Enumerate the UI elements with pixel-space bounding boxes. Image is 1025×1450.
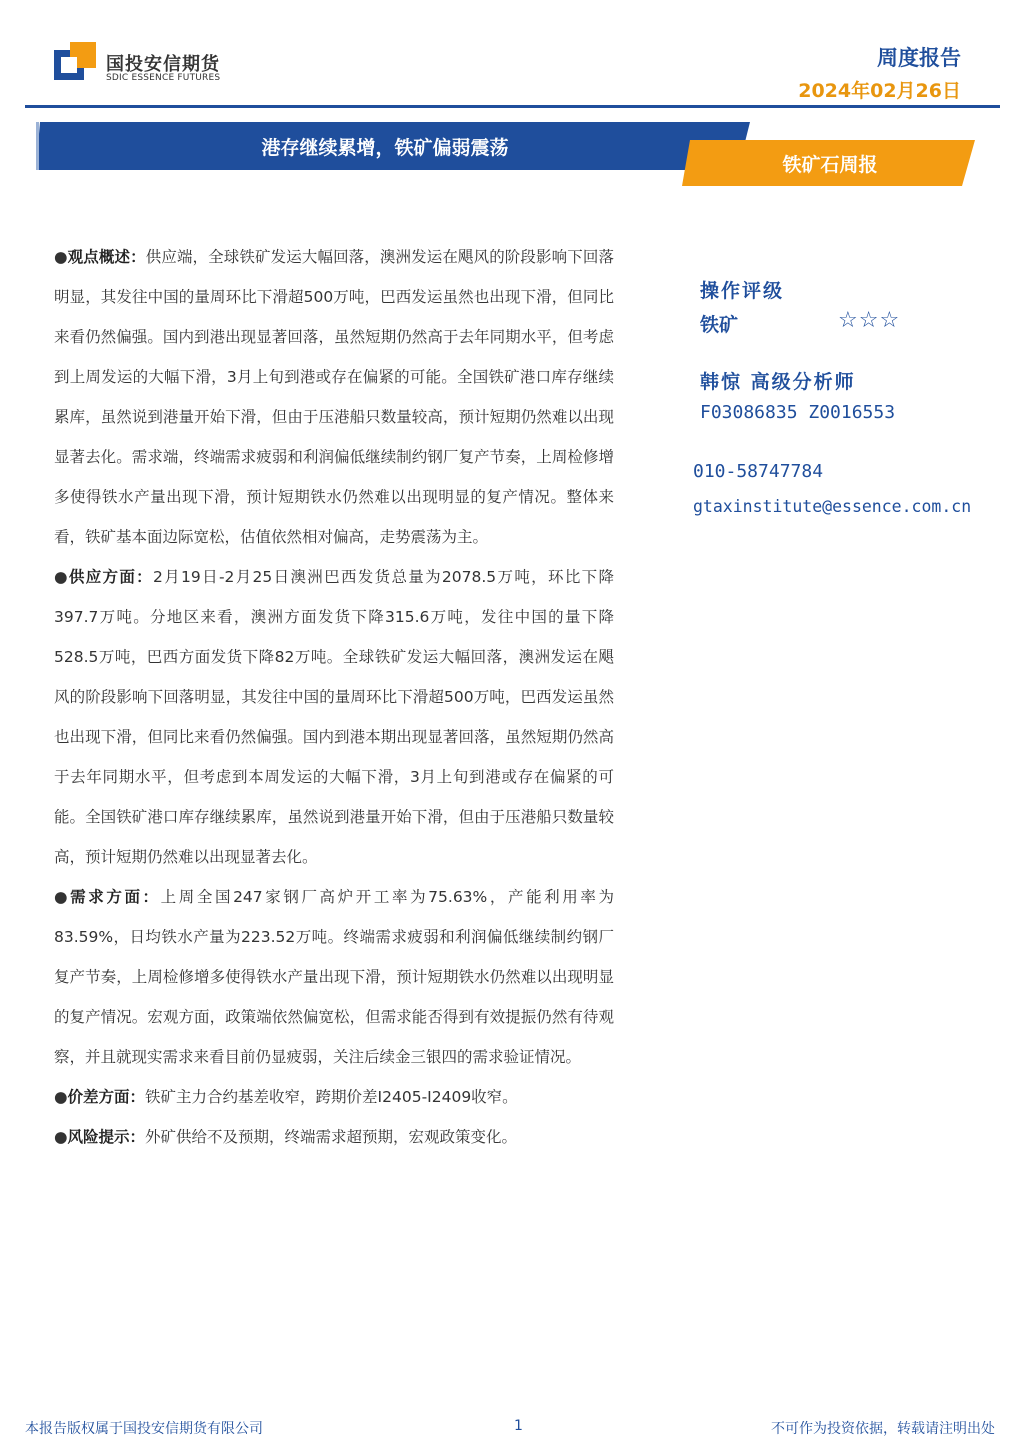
analyst-license: F03086835 Z0016553 [700, 402, 896, 423]
report-title: 港存继续累增，铁矿偏弱震荡 [261, 137, 509, 159]
section-text: 外矿供给不及预期，终端需求超预期，宏观政策变化。 [145, 1128, 518, 1146]
company-logo-icon [54, 42, 98, 86]
section-text: 铁矿主力合约基差收窄，跨期价差I2405-I2409收窄。 [145, 1088, 518, 1106]
section-supply [54, 557, 614, 877]
footer-disclaimer: 不可作为投资依据，转载请注明出处 [771, 1421, 995, 1437]
rating-title: 操作评级 [700, 280, 785, 302]
section-lead: 需求方面： [70, 888, 161, 906]
section-lead: 价差方面： [67, 1088, 146, 1106]
section-lead: 风险提示： [67, 1128, 146, 1146]
page-number: 1 [514, 1418, 523, 1434]
rating-stars-icon: ☆☆☆ [838, 308, 901, 333]
report-date: 2024年02月26日 [798, 80, 961, 102]
report-body [54, 237, 614, 1157]
bullet-icon: ● [54, 1088, 68, 1106]
section-overview [54, 237, 614, 557]
analyst-name: 韩惊 高级分析师 [700, 371, 856, 393]
report-type: 周度报告 [877, 46, 961, 70]
contact-phone: 010-58747784 [693, 461, 824, 482]
section-risk [54, 1117, 614, 1157]
bullet-icon: ● [54, 568, 69, 586]
header-divider [25, 105, 1000, 108]
section-spread [54, 1077, 614, 1117]
section-lead: 供应方面： [68, 568, 154, 586]
section-demand [54, 877, 614, 1077]
report-category-tag: 铁矿石周报 [782, 154, 878, 176]
section-lead: 观点概述： [67, 248, 146, 266]
bullet-icon: ● [54, 1128, 68, 1146]
section-text: 2月19日-2月25日澳洲巴西发货总量为2078.5万吨，环比下降397.7万吨。分地区来看，澳洲方面发货下降315.6万吨，发往中国的量下降528.5万吨，巴西方面发货下降82万吨。全球铁矿发运大幅回落，澳洲发运在飓风的阶段影响下回落明显，其发往中国的量周环比下滑超500万吨，巴西发运虽然也出现下滑，但同比来看仍然偏强。国内到港本期出现显著回落，虽然短期仍然高于去年同期水平，但考虑到本周发运的大幅下滑，3月上旬到港或存在偏紧的可能。全国铁矿港口库存继续累库，虽然说到港量开始下滑，但由于压港船只数量较高，预计短期仍然难以出现显著去化。 [54, 568, 614, 866]
bullet-icon: ● [54, 248, 68, 266]
rating-item: 铁矿 [700, 314, 739, 336]
footer-copyright: 本报告版权属于国投安信期货有限公司 [25, 1421, 263, 1437]
logo-chinese-name: 国投安信期货 [106, 54, 220, 75]
section-text: 供应端，全球铁矿发运大幅回落，澳洲发运在飓风的阶段影响下回落明显，其发往中国的量周环比下滑超500万吨，巴西发运虽然也出现下滑，但同比来看仍然偏强。国内到港出现显著回落，虽然短期仍然高于去年同期水平，但考虑到上周发运的大幅下滑，3月上旬到港或存在偏紧的可能。全国铁矿港口库存继续累库，虽然说到港量开始下滑，但由于压港船只数量较高，预计短期仍然难以出现显著去化。需求端，终端需求疲弱和利润偏低继续制约钢厂复产节奏，上周检修增多使得铁水产量出现下滑，预计短期铁水仍然难以出现明显的复产情况。整体来看，铁矿基本面边际宽松，估值依然相对偏高，走势震荡为主。 [54, 248, 614, 546]
contact-email[interactable]: gtaxinstitute@essence.com.cn [693, 497, 972, 516]
logo-english-name: SDIC ESSENCE FUTURES [106, 73, 221, 83]
section-text: 上周全国247家钢厂高炉开工率为75.63%，产能利用率为83.59%，日均铁水产量为223.52万吨。终端需求疲弱和利润偏低继续制约钢厂复产节奏，上周检修增多使得铁水产量出现下滑，预计短期铁水仍然难以出现明显的复产情况。宏观方面，政策端依然偏宽松，但需求能否得到有效提振仍然有待观察，并且就现实需求来看目前仍显疲弱，关注后续金三银四的需求验证情况。 [54, 888, 614, 1066]
bullet-icon: ● [54, 888, 71, 906]
